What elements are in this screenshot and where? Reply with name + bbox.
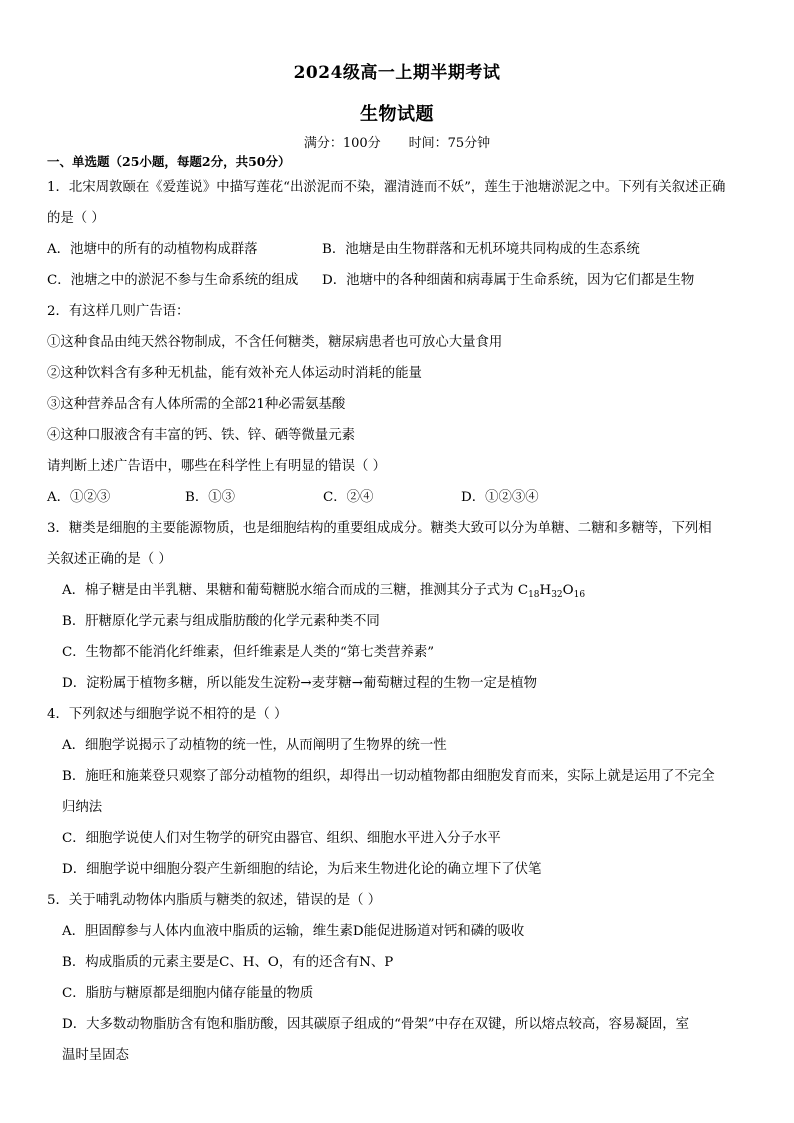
q2-option-a: A．①②③ xyxy=(47,490,111,505)
q2-ad-3: ③这种营养品含有人体所需的全部21种必需氨基酸 xyxy=(47,397,346,412)
exam-title: 2024级高一上期半期考试 xyxy=(293,63,501,83)
q2-ad-2: ②这种饮料含有多种无机盐，能有效补充人体运动时消耗的能量 xyxy=(47,366,422,381)
q3-option-d: D．淀粉属于植物多糖，所以能发生淀粉→麦芽糖→葡萄糖过程的生物一定是植物 xyxy=(62,676,538,691)
q2-option-c: C．②④ xyxy=(323,490,374,505)
q3-option-a: A．棉子糖是由半乳糖、果糖和葡萄糖脱水缩合而成的三糖，推测其分子式为 $C_{18}H_{32}O_{16}$ xyxy=(62,583,586,600)
q4-option-a: A．细胞学说揭示了动植物的统一性，从而阐明了生物界的统一性 xyxy=(62,738,447,753)
q5-stem: 5．关于哺乳动物体内脂质与糖类的叙述，错误的是（ ） xyxy=(47,893,382,908)
q5-option-a: A．胆固醇参与人体内血液中脂质的运输，维生素D能促进肠道对钙和磷的吸收 xyxy=(62,924,525,939)
q2-stem: 2．有这样几则广告语： xyxy=(47,304,190,319)
q2-option-b: B．①③ xyxy=(185,490,236,505)
q4-stem: 4．下列叙述与细胞学说不相符的是（ ） xyxy=(47,707,288,722)
q2-option-d: D．①②③④ xyxy=(461,490,539,505)
q1-option-b: B．池塘是由生物群落和无机环境共同构成的生态系统 xyxy=(322,242,640,257)
exam-time: 时间：75分钟 xyxy=(408,136,491,151)
full-score: 满分：100分 xyxy=(303,136,381,151)
q5-option-d-line2: 温时呈固态 xyxy=(62,1048,129,1063)
q4-option-c: C．细胞学说使人们对生物学的研究由器官、组织、细胞水平进入分子水平 xyxy=(62,831,501,846)
q2-question: 请判断上述广告语中，哪些在科学性上有明显的错误（ ） xyxy=(47,459,387,474)
q3-option-b: B．肝糖原化学元素与组成脂肪酸的化学元素种类不同 xyxy=(62,614,380,629)
q1-option-a: A．池塘中的所有的动植物构成群落 xyxy=(47,242,258,257)
q1-option-d: D．池塘中的各种细菌和病毒属于生命系统，因为它们都是生物 xyxy=(322,273,695,288)
q1-stem-line1: 1．北宋周敦颐在《爱莲说》中描写莲花“出淤泥而不染，濯清涟而不妖”，莲生于池塘淤泥之中。下列有关叙述正确 xyxy=(47,180,726,195)
q5-option-d-line1: D．大多数动物脂肪含有饱和脂肪酸，因其碳原子组成的“骨架”中存在双键，所以熔点较高，容易凝固，室 xyxy=(62,1017,690,1032)
q1-option-c: C．池塘之中的淤泥不参与生命系统的组成 xyxy=(47,273,299,288)
q3-option-c: C．生物都不能消化纤维素，但纤维素是人类的“第七类营养素” xyxy=(62,645,435,660)
q4-option-d: D．细胞学说中细胞分裂产生新细胞的结论，为后来生物进化论的确立埋下了伏笔 xyxy=(62,862,542,877)
q1-stem-line2: 的是（ ） xyxy=(47,211,105,226)
section-heading: 一、单选题（25小题，每题2分，共50分） xyxy=(47,154,291,169)
q5-option-c: C．脂肪与糖原都是细胞内储存能量的物质 xyxy=(62,986,314,1001)
q4-option-b-line2: 归纳法 xyxy=(62,800,103,815)
q3-stem-line1: 3．糖类是细胞的主要能源物质，也是细胞结构的重要组成成分。糖类大致可以分为单糖、二糖和多糖等，下列相 xyxy=(47,521,712,536)
subject-title: 生物试题 xyxy=(360,104,434,125)
q2-ad-1: ①这种食品由纯天然谷物制成，不含任何糖类，糖尿病患者也可放心大量食用 xyxy=(47,335,503,350)
q4-option-b-line1: B．施旺和施莱登只观察了部分动植物的组织，却得出一切动植物都由细胞发育而来，实际上就是运用了不完全 xyxy=(62,769,715,784)
q3-stem-line2: 关叙述正确的是（ ） xyxy=(47,552,172,567)
q2-ad-4: ④这种口服液含有丰富的钙、铁、锌、硒等微量元素 xyxy=(47,428,355,443)
q5-option-b: B．构成脂质的元素主要是C、H、O，有的还含有N、P xyxy=(62,955,394,970)
exam-meta xyxy=(0,132,794,151)
